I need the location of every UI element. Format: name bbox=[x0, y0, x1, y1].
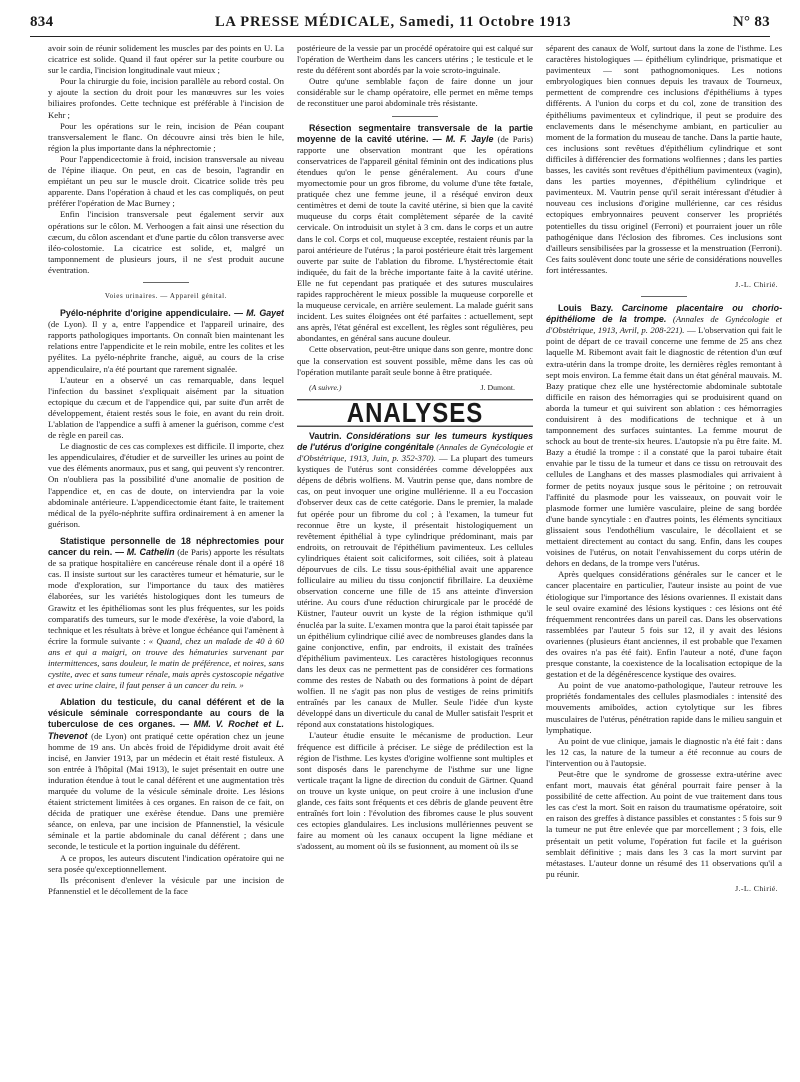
paragraph: Au point de vue clinique, jamais le diagnostic n'a été fait : dans les 12 cas, la nature de la tumeur a été reconnue au cours de l'intervention ou à l'autopsie. bbox=[546, 735, 782, 768]
column-2 bbox=[297, 43, 533, 1073]
separator bbox=[392, 116, 438, 117]
paragraph: postérieure de la vessie par un procédé opératoire qui est calqué sur l'opération de Wertheim dans les cancers utérins ; le testicule et le reste du déférent sont abordés par la voie scroto-inguinale. bbox=[297, 43, 533, 76]
separator bbox=[641, 296, 687, 297]
paragraph: A ce propos, les auteurs discutent l'indication opératoire qui ne sera posée qu'exceptionnellement. bbox=[48, 852, 284, 874]
article-author: M. Gayet bbox=[246, 308, 284, 319]
separator bbox=[143, 282, 189, 283]
article-text: — L'observation qui fait le point de départ de ce travail concerne une femme de 25 ans chez laquelle M. Ribemont avait fait le diagnostic de rétention d'un œuf extra-utérin dans la trompe droite, les dernières règles remontant à sept mois environ. La femme était dans un état général mauvais. M. Bazy pratique chez elle une hystérectomie abdominale subtotale difficile en raison des hémorragies qui se produisirent quand on aborda la tumeur et qui suivirent son ablation : ces hémorragies conduisirent à des modifications de technique et à un tamponnement des surfaces suintantes. La femme mourut de schock au bout de trente-six heures. L'autopsie n'a pu être faite. M. Bazy a étudié la trompe : il a constaté que la paroi tubaire était envahie par le tissu de la tumeur et dans ce tissu on retrouvait des cellules de Langhans et des masses plasmodiales qui arrivaient à former de petits noyaux jusque sous le péritoine ; on retrouvait l'affinité du plasmode pour les vaisseaux, on pouvait voir le plasmode former une lumière vasculaire, pleine de sang bordée d'une bande syncytiale : en d'autres points, les éléments syncitiaux glissaient sous l'endothélium vasculaire, le décollaient et se mettaient directement au contact du sang. Enfin, dans les coupes voisines de l'utérus, on notait l'envahissement du corps utérin de dehors en dedans, de la trompe vers l'utérus. bbox=[546, 325, 782, 569]
paragraph: L'auteur en a observé un cas remarquable, dans lequel l'infection du bassinet s'expliquait aisément par la situation ectopique du cæcum et de l'appendice qui, par suite d'un arrêt de développement, étaient restés sous le foie, en avant du rein droit. L'ablation de l'appendice a suffi à amener la guérison, comme c'est de règle en pareil cas. bbox=[48, 374, 284, 441]
paragraph: avoir soin de réunir solidement les muscles par des points en U. La cicatrice est solide. Quand il faut opérer sur la petite courbure ou sur le cardia, l'incision longitudinale vaut mieux ; bbox=[48, 43, 284, 76]
issue-date: Samedi, 11 Octobre 1913 bbox=[399, 14, 572, 30]
issue-number: N° 83 bbox=[732, 14, 770, 30]
paragraph: L'auteur étudie ensuite le mécanisme de production. Leur fréquence est difficile à préciser. Le siège de prédilection est la région de l'isthme. Les kystes d'origine wolfienne sont multiples et sont disposés dans le parenchyme de l'isthme sur une ligne verticale traçant la ligne de direction du conduit de Gärtner. Quand on trouve un kyste unique, on peut croire à une inclusion d'une glande, ces faits sont fréquents et ces débris de glande peuvent être entraînés fort loin : l'évolution des fibromes cause le plus souvent ces ectopies glandulaires. Les inclusions mullériennes peuvent se faire au moment où les canaux occupent la ligne médiane et s'adossent, au moment où ils se fusionnent, au moment où ils se bbox=[297, 730, 533, 852]
article-text: (de Paris) apporte les résultats de sa pratique hospitalière en cancéreuse rénale dont il a opéré 18 cas. Il insiste surtout sur les caractères tumeur et hématurie, sur le mode d'exploration, sur l'importance du taux des matières élaborées, sur les variétés histologiques dont les tumeurs de Grawitz et les épithéliomas sont les plus fréquentes, sur les poids comparatifs des tumeurs, sur le mode d'exérèse, la voie d'abord, la technique et les résultats à brève et longue échéance qui l'amènent à écrire la formule suivante : bbox=[48, 547, 284, 646]
paragraph: Après quelques considérations générales sur le cancer et le cancer placentaire en particulier, l'auteur insiste au point de vue étiologique sur l'importance des lésions ovariennes. Il existait dans le seul ovaire examiné des lésions kystiques : ces lésions ont été fréquemment rencontrées dans un pareil cas. Dans les observations rassemblées par l'auteur 5 fois sur 12, il y avait des lésions ovariennes (plusieurs étant anciennes, il est probable que l'examen des ovaires n'a pas été fait). Enfin l'auteur a noté, d'une façon presque constante, la coexistence de la localisation ectopique de la gestation et de la dégénérescence kystique des ovaires. bbox=[546, 569, 782, 680]
article-reference: (Annales de Gynécologie et d'Obstétrique, 1913, Avril, p. 208-221). bbox=[546, 314, 782, 336]
article-title: Ablation du testicule, du canal déférent et de la vésicule séminale correspondante au cours de la tuberculose de ces organes. — bbox=[48, 697, 284, 730]
article-author: M. F. Jayle bbox=[445, 133, 494, 144]
paragraph: Le diagnostic de ces cas complexes est difficile. Il importe, chez les appendiculaires, d'étudier et de surveiller les urines au point de vue des éléments anormaux, pus et sang, qui peuvent s'y rencontrer. On n'oubliera pas la possibilité d'une anomalie de position de l'appendice et, en cas de doute, on interviendra par la voie abdominale antérieure. L'appendicectomie étant faite, le traitement médical de la pyélo-néphrite suffira ordinairement à en amener la guérison. bbox=[48, 441, 284, 529]
journal-name: LA PRESSE MÉDICALE, bbox=[214, 14, 395, 30]
section-heading: Voies urinaires. — Appareil génital. bbox=[104, 291, 228, 300]
article-text: (de Lyon) ont pratiqué cette opération chez un jeune homme de 19 ans. Un abcès froid de l'épididyme droit avait été incisé, en Janvier 1913, par un médecin et était resté fistuleux. A son entrée à l'hôpital (Mai 1913), le sujet présentait en outre une induration étendue à tout le canal déférent et une augmentation très marquée du volume de la vésicule séminale droite. Les lésions étaient strictement limitées à ces organes. En raison de ce fait, on décida de pratiquer une exérèse étendue. Dans une première séance, on enleva, par une incision de Pfannenstiel, la vésicule séminale et la partie abdominale du canal déférent ; dans une seconde, le testicule et la portion inguinale du déférent. bbox=[48, 730, 284, 852]
page-number: 834 bbox=[30, 14, 54, 30]
paragraph: Pour la chirurgie du foie, incision parallèle au rebord costal. On y ajoute la section du droit pour les manœuvres sur les voies biliaires profondes. Cette technique est préférable à l'incision de Kehr ; bbox=[48, 76, 284, 120]
to-be-continued: (A suivre.) bbox=[309, 382, 342, 392]
article-pyelonephrite bbox=[48, 308, 284, 530]
article-carcinome-placentaire bbox=[546, 303, 782, 894]
article-author: Louis Bazy. bbox=[558, 303, 614, 314]
signature-row bbox=[309, 382, 515, 393]
column-3 bbox=[546, 43, 782, 1073]
article-title: Considérations sur les tumeurs kystiques de l'utérus d'origine congénitale bbox=[297, 430, 533, 452]
article-author: M. Cathelin bbox=[126, 547, 175, 558]
header-rule bbox=[30, 36, 770, 37]
paragraph: Pour l'appendicectomie à froid, incision transversale au niveau de l'épine iliaque. On peut, en cas de besoin, l'agrandir en empiétant un peu sur le muscle droit. Cicatrice solide très peu apparente. Dans l'opération à chaud et les cas compliqués, on peut préférer l'opération de Mac Burney ; bbox=[48, 153, 284, 209]
article-title: Pyélo-néphrite d'origine appendiculaire. — bbox=[60, 308, 243, 319]
analyses-heading: ANALYSES bbox=[297, 399, 533, 427]
signature: J.-L. Chirié. bbox=[735, 883, 778, 893]
article-nephrectomies bbox=[48, 536, 284, 691]
journal-title bbox=[215, 14, 571, 31]
article-tumeurs-kystiques bbox=[297, 431, 533, 853]
signature: J.-L. Chirié. bbox=[735, 279, 778, 289]
article-reference: (Annales de Gynécologie et d'Obstétrique, 1913, Juin, p. 352-370). bbox=[297, 442, 533, 464]
article-resection-uterine bbox=[297, 123, 533, 393]
paragraph: séparent des canaux de Wolf, surtout dans la zone de l'isthme. Les caractères histologiques — épithélium cylindrique, prismatique et pavimenteux — sont pathognomoniques. Les notions embryologiques bien connues depuis les travaux de Tourneux, permettent de comprendre ces inclusions d'épithéliums à types différents. A l'union du corps et du col, zone de transition des épithéliums pavimenteux et cylindrique, il peut se produire des enclavements dans le mésenchyme ambiant, en particulier au moment de la formation du museau de tanche. Dans la partie haute, ces inclusions sont revêtues d'épithélium cylindrique et sont difficiles à différencier des formations wolfiennes ; dans les parties basses, les cavités sont revêtues d'épithélium pavimenteux (vagin), dans les parties moyennes, d'épithélium cylindrique et pavimenteux. M. Vautrin pense qu'il serait intéressant d'étudier à nouveau ces inclusions d'origine mullérienne, car ces résidus ectopiques embryonnaires peuvent conserver les propriétés potentielles du tissu originel (Ferroni) et pourraient jouer un rôle pathogénique dans l'éclosion des fibromes. Ces inclusions sont d'ailleurs sensibilisées par la grossesse et la menstruation (Ferroni). Ces faits soulèvent donc toute une série de considérations nouvelles fort intéressantes. bbox=[546, 43, 782, 275]
paragraph: Outre qu'une semblable façon de faire donne un jour considérable sur le champ opératoire, elle permet en même temps de reconstituer une paroi abdominale très résistante. bbox=[297, 76, 533, 109]
paragraph: Peut-être que le syndrome de grossesse extra-utérine avec enfant mort, mauvais état général pourrait faire penser à la possibilité de cette affection. Au point de vue traitement dans tous les cas c'est la mort. Soit en raison du traumatisme opératoire, soit en raison des greffes à distance passibles et constantes : 5 fois sur 9 la tumeur ne put être enlevée que par morcellement ; 3 fois, elle présentait un petit volume, l'opération fut facile et la guérison semblait définitive ; mais dans les 3 cas la mort survint par métastases. L'auteur donne un résumé des 11 observations qu'il a pu réunir. bbox=[546, 769, 782, 879]
article-author: Vautrin. bbox=[309, 430, 342, 441]
paragraph: Enfin l'incision transversale peut également servir aux opérations sur le côlon. M. Verhoogen a fait ainsi une résection du cæcum, du côlon ascendant et d'une partie du côlon transverse avec iléo-colostomie. La cicatrice est solide, et, malgré un tamponnement de plusieurs jours, il ne s'est produit aucune éventration. bbox=[48, 209, 284, 275]
article-testicule bbox=[48, 697, 284, 897]
paragraph: Pour les opérations sur le rein, incision de Péan coupant transversalement le flanc. On découvre ainsi très bien le hile, région la plus importante dans la néphrectomie ; bbox=[48, 120, 284, 153]
article-author: MM. V. Rochet et L. Thevenot bbox=[48, 719, 284, 741]
article-title: Statistique personnelle de 18 néphrectomies pour cancer du rein. — bbox=[48, 535, 284, 558]
column-1 bbox=[48, 43, 284, 1073]
article-text: — La plupart des tumeurs kystiques de l'utérus sont considérées comme développées aux dépens de débris wolfiens. M. Vautrin pense que, dans nombre de cas, on peut invoquer une origine mullérienne. Il a eu l'occasion d'observer deux cas de cette catégorie. Dans le premier, la malade fut opérée pour un fibrome du col ; à l'examen, la tumeur fut reconnue être un kyste, il présentait histologiquement un revêtement épithélial à type cylindrique prédominant, mais par endroits, on retrouvait de l'épithélium pavimenteux. Les cellules cylindriques étaient soit caliciformes, soit ciliées, soit à plateau dépourvues de cils. Le tissu sous-épithélial avait une apparence folliculaire au milieu du tissu conjonctif fibrillaire. La deuxième observation concerne une fille de 15 ans atteinte d'inversion utérine. Au cours d'une réduction chirurgicale par le procédé de Küstner, l'auteur ouvrit un kyste de la région isthmique qu'il énucléa par la suite. L'examen montra que la paroi était tapissée par un épithélium cylindrique cilié avec de nombreuses glandes dans la gaine conjonctive, enfin, par endroits, il existait des traînées d'épithélium pavimenteux. Les caractères histologiques reconnus dans les deux cas ne permettent pas de considérer ces formations comme des restes de Nabath ou des formations à point de départ wolfien. Il ne s'agit pas non plus de vestiges de reins primitifs entraînés par les canaux de Muller. Seule l'idée d'un kyste développé dans un diverticule du canal de Muller satisfait l'esprit et répond aux constatations histologiques. bbox=[297, 453, 533, 730]
page-header bbox=[30, 14, 770, 34]
article-quote: « Quand, chez un malade de 40 à 60 ans et qui a maigri, on trouve des hématuries survenant par intermittences, sans douleur, le matin de préférence, et noires, sans cystite, avec et sans tumeur rénale, mais après cystoscopie négative et avec urine claire, il faut penser à un cancer du rein. » bbox=[48, 635, 284, 691]
paragraph: Ils préconisent d'enlever la vésicule par une incision de Pfannenstiel et le décollement de la face bbox=[48, 874, 284, 896]
paragraph: Au point de vue anatomo-pathologique, l'auteur retrouve les propriétés fondamentales des cellules plasmodiales : intensité des mouvements amiboïdes, action cytolytique sur les fibres musculaires de l'utérus, pénétration rapide dans le milieu sanguin et lymphatique. bbox=[546, 680, 782, 735]
article-title: Résection segmentaire transversale de la partie moyenne de la cavité utérine. — bbox=[297, 122, 533, 144]
article-title: Carcinome placentaire ou chorio-épithéliome de la trompe. bbox=[546, 303, 782, 325]
article-text: (de Paris) rapporte une observation montrant que les opérations conservatrices de l'appareil génital féminin ont des indications plus étendues qu'on le pense généralement. Au cours d'une myomectomie pour un gros fibrome, du volume d'une tête fœtale, pratiquée chez une femme jeune, il a réséqué environ deux centimètres et demi de toute la cavité utérine, si bien que la cavité muqueuse du corps était complètement séparée de la cavité cervicale. On introduisit un stylet à 3 cm. dans le corps et un autre dans le col. Corps et col, muqueuse exceptée, restaient réunis par la paroi antérieure de l'utérus ; la paroi postérieure était très largement ouverte par suite de l'ablation du fibrome. L'hystérectomie était indiquée, du fait de la brèche importante faite à la cavité utérine. Elle ne fut cependant pas pratiquée et des sutures musculaires rapides rapprochèrent le mieux possible la muqueuse corporelle et la muqueuse cervicale, en arrière seulement. La malade guérit sans incident. Les suites éloignées ont été parfaites : actuellement, sept ans après, l'état général est excellent, les règles sont régulières, peu abondantes, en général sans aucune douleur. bbox=[297, 133, 533, 344]
article-text: (de Lyon). Il y a, entre l'appendice et l'appareil urinaire, des rapports pathologiques importants. On connaît bien maintenant les relations entre l'appendicite et le rein mobile, entre les colites et les pyélites. La pyélo-néphrite franche, aiguë, au cours de la crise appendiculaire, n'a été pourtant que rarement signalée. bbox=[48, 319, 284, 374]
signature: J. Dumont. bbox=[480, 382, 515, 392]
paragraph: Cette observation, peut-être unique dans son genre, montre donc que la conservation est souvent possible, même dans les cas où l'opération mutilante paraît seule bonne à être pratiquée. bbox=[297, 344, 533, 377]
